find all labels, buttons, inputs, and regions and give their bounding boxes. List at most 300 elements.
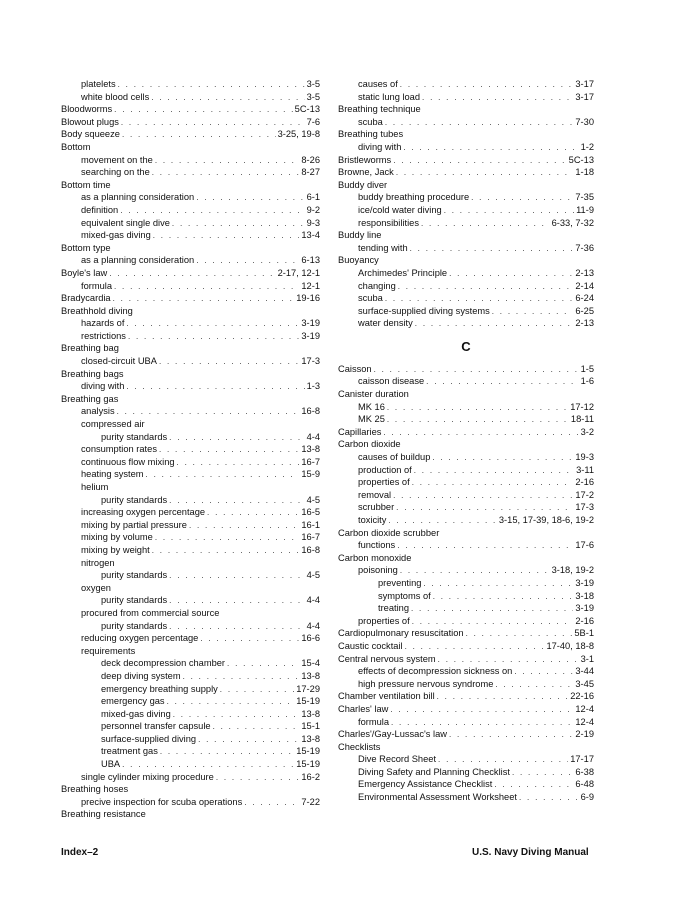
dot-leader <box>449 268 573 280</box>
index-term: Breathing hoses <box>61 784 129 795</box>
index-term: deck decompression chamber <box>101 658 226 669</box>
dot-leader <box>159 356 299 368</box>
index-term: diving with <box>358 141 402 152</box>
dot-leader <box>118 79 305 91</box>
page-reference: 5C-13 <box>568 154 594 165</box>
dot-leader <box>159 444 299 456</box>
index-entry <box>61 342 320 355</box>
index-term: UBA <box>101 759 121 770</box>
index-entry <box>61 745 320 758</box>
index-term: properties of <box>358 615 410 626</box>
page-reference: 7-22 <box>301 796 320 807</box>
index-entry <box>61 544 320 557</box>
index-term: mixed-gas diving <box>81 230 151 241</box>
dot-leader <box>438 754 568 766</box>
dot-leader <box>410 243 574 255</box>
dot-leader <box>411 603 573 615</box>
index-term: changing <box>358 280 396 291</box>
index-entry <box>338 615 594 628</box>
index-entry <box>61 330 320 343</box>
index-entry <box>338 363 594 376</box>
index-term: Buoyancy <box>338 255 379 266</box>
dot-leader <box>128 331 299 343</box>
index-section-c <box>338 363 594 804</box>
index-term: increasing oxygen percentage <box>81 507 206 518</box>
index-entry <box>338 716 594 729</box>
index-entry <box>61 456 320 469</box>
index-entry <box>338 665 594 678</box>
index-term: precive inspection for scuba operations <box>81 796 243 807</box>
page-reference: 2-14 <box>575 280 594 291</box>
section-letter-heading: C <box>461 338 471 354</box>
page-reference: 3-5 <box>306 91 320 102</box>
index-entry <box>61 494 320 507</box>
index-term: heating system <box>81 469 144 480</box>
index-term: purity standards <box>101 431 168 442</box>
page-reference: 13-4 <box>301 230 320 241</box>
page-reference: 2-17, 12-1 <box>277 267 320 278</box>
index-term: restrictions <box>81 330 126 341</box>
dot-leader <box>172 218 305 230</box>
index-entry <box>61 683 320 696</box>
index-term: treating <box>378 603 410 614</box>
dot-leader <box>396 502 573 514</box>
page-reference: 8-27 <box>301 167 320 178</box>
page-reference: 3-19 <box>301 330 320 341</box>
index-term: Bloodworms <box>61 104 113 115</box>
page-reference: 7-30 <box>575 116 594 127</box>
dot-leader <box>200 633 299 645</box>
dot-leader <box>396 167 574 179</box>
index-term: Boyle's law <box>61 267 108 278</box>
index-entry <box>338 388 594 401</box>
index-term: Buddy diver <box>338 179 388 190</box>
dot-leader <box>423 578 573 590</box>
index-entry <box>61 733 320 746</box>
index-term: as a planning consideration <box>81 192 195 203</box>
index-term: formula <box>81 280 113 291</box>
page-reference: 6-33, 7-32 <box>551 217 594 228</box>
page-reference: 16-7 <box>301 532 320 543</box>
page-reference: 17-6 <box>575 540 594 551</box>
index-entry <box>61 267 320 280</box>
page-reference: 4-5 <box>306 570 320 581</box>
index-entry <box>338 590 594 603</box>
dot-leader <box>169 495 304 507</box>
page-reference: 15-19 <box>296 696 320 707</box>
dot-leader <box>169 570 304 582</box>
index-term: Carbon monoxide <box>338 552 412 563</box>
page-reference: 1-6 <box>580 376 594 387</box>
index-entry <box>61 670 320 683</box>
index-entry <box>61 607 320 620</box>
index-term: Checklists <box>338 741 381 752</box>
dot-leader <box>122 129 276 141</box>
index-entry <box>338 476 594 489</box>
page-reference: 3-25, 19-8 <box>277 129 320 140</box>
index-entry <box>61 758 320 771</box>
index-term: Capillaries <box>338 426 382 437</box>
index-term: Breathing tubes <box>338 129 404 140</box>
index-entry <box>61 280 320 293</box>
page-reference: 6-9 <box>580 792 594 803</box>
page-reference: 6-48 <box>575 779 594 790</box>
index-term: procured from commercial source <box>81 607 220 618</box>
page-reference: 17-2 <box>575 489 594 500</box>
page-reference: 19-16 <box>296 293 320 304</box>
index-term: continuous flow mixing <box>81 456 175 467</box>
index-entry <box>61 620 320 633</box>
index-entry <box>61 582 320 595</box>
dot-leader <box>114 281 299 293</box>
index-term: white blood cells <box>81 91 150 102</box>
index-entry <box>61 368 320 381</box>
index-term: high pressure nervous syndrome <box>358 678 494 689</box>
page-reference: 16-8 <box>301 406 320 417</box>
index-entry <box>61 254 320 267</box>
page-reference: 2-16 <box>575 477 594 488</box>
index-entry <box>338 401 594 414</box>
index-term: Buddy line <box>338 230 382 241</box>
index-entry <box>338 254 594 267</box>
index-term: Blowout plugs <box>61 116 119 127</box>
index-entry <box>61 179 320 192</box>
dot-leader <box>383 427 578 439</box>
dot-leader <box>397 540 573 552</box>
index-entry <box>61 557 320 570</box>
dot-leader <box>421 218 550 230</box>
dot-leader <box>398 281 574 293</box>
dot-leader <box>169 595 304 607</box>
page-reference: 17-17 <box>570 754 594 765</box>
index-entry <box>338 627 594 640</box>
index-entry <box>338 451 594 464</box>
page-reference: 17-12 <box>570 401 594 412</box>
index-entry <box>338 766 594 779</box>
dot-leader <box>122 759 294 771</box>
dot-leader <box>426 376 578 388</box>
page-reference: 15-9 <box>301 469 320 480</box>
page-reference: 6-38 <box>575 766 594 777</box>
index-term: Bristleworms <box>338 154 392 165</box>
page-reference: 12-4 <box>575 703 594 714</box>
index-entry <box>61 405 320 418</box>
dot-leader <box>220 684 294 696</box>
dot-leader <box>155 532 300 544</box>
dot-leader <box>189 520 299 532</box>
page-reference: 3-19 <box>575 603 594 614</box>
index-entry <box>338 78 594 91</box>
page-reference: 15-19 <box>296 746 320 757</box>
index-term: preventing <box>378 577 422 588</box>
index-entry <box>61 708 320 721</box>
dot-leader <box>153 230 300 242</box>
index-term: Chamber ventilation bill <box>338 691 435 702</box>
page-reference: 15-4 <box>301 658 320 669</box>
dot-leader <box>393 155 566 167</box>
index-entry <box>338 217 594 230</box>
index-entry <box>61 166 320 179</box>
index-term: ice/cold water diving <box>358 204 442 215</box>
index-entry <box>61 393 320 406</box>
page-reference: 3-2 <box>580 426 594 437</box>
index-entry <box>61 771 320 784</box>
dot-leader <box>494 779 573 791</box>
page-reference: 12-1 <box>301 280 320 291</box>
index-entry <box>61 632 320 645</box>
page-reference: 3-18 <box>575 590 594 601</box>
index-entry <box>338 489 594 502</box>
index-term: mixing by volume <box>81 532 153 543</box>
index-term: consumption rates <box>81 444 157 455</box>
dot-leader <box>244 797 299 809</box>
dot-leader <box>374 364 579 376</box>
dot-leader <box>177 457 300 469</box>
index-entry <box>338 539 594 552</box>
index-entry <box>338 753 594 766</box>
index-term: formula <box>358 716 390 727</box>
index-term: Bottom <box>61 141 91 152</box>
dot-leader <box>196 192 304 204</box>
index-entry <box>338 280 594 293</box>
index-term: Carbon dioxide scrubber <box>338 527 440 538</box>
index-term: production of <box>358 464 412 475</box>
page-reference: 2-13 <box>575 318 594 329</box>
dot-leader <box>198 734 299 746</box>
index-entry <box>338 305 594 318</box>
index-entry <box>61 468 320 481</box>
index-entry <box>61 431 320 444</box>
index-entry <box>61 657 320 670</box>
index-entry <box>61 317 320 330</box>
dot-leader <box>390 704 573 716</box>
dot-leader <box>471 192 573 204</box>
dot-leader <box>432 452 573 464</box>
index-term: Cardiopulmonary resuscitation <box>338 628 464 639</box>
index-term: removal <box>358 489 392 500</box>
index-term: Caisson <box>338 363 372 374</box>
page-reference: 16-5 <box>301 507 320 518</box>
footer-page-number: Index–2 <box>61 847 99 858</box>
index-term: MK 25 <box>358 414 385 425</box>
page-reference: 16-1 <box>301 519 320 530</box>
index-entry <box>61 78 320 91</box>
index-term: Canister duration <box>338 389 409 400</box>
page-reference: 3-1 <box>580 653 594 664</box>
page-reference: 13-8 <box>301 733 320 744</box>
page-reference: 16-2 <box>301 771 320 782</box>
dot-leader <box>449 729 573 741</box>
index-term: Breathing gas <box>61 393 119 404</box>
dot-leader <box>126 381 304 393</box>
page-reference: 2-13 <box>575 267 594 278</box>
index-entry <box>338 191 594 204</box>
index-term: diving with <box>81 381 125 392</box>
dot-leader <box>400 79 574 91</box>
dot-leader <box>155 155 300 167</box>
index-term: properties of <box>358 477 410 488</box>
page-reference: 3-11 <box>576 464 594 475</box>
page-reference: 15-19 <box>296 759 320 770</box>
index-term: Breathing bag <box>61 343 119 354</box>
dot-leader <box>120 205 304 217</box>
index-term: Carbon dioxide <box>338 439 401 450</box>
dot-leader <box>412 616 574 628</box>
index-entry <box>338 128 594 141</box>
index-column-left <box>61 78 320 821</box>
dot-leader <box>422 92 573 104</box>
page-reference: 4-4 <box>306 595 320 606</box>
index-entry <box>61 292 320 305</box>
index-entry <box>338 267 594 280</box>
index-term: Bottom time <box>61 179 111 190</box>
index-entry <box>338 501 594 514</box>
page-reference: 15-1 <box>301 721 320 732</box>
page-reference: 13-8 <box>301 708 320 719</box>
page-reference: 6-24 <box>575 293 594 304</box>
dot-leader <box>183 671 300 683</box>
index-entry <box>338 678 594 691</box>
index-entry <box>338 438 594 451</box>
page-reference: 22-16 <box>570 691 594 702</box>
dot-leader <box>393 490 573 502</box>
index-entry <box>61 103 320 116</box>
index-term: static lung load <box>358 91 421 102</box>
index-entry <box>338 728 594 741</box>
index-term: causes of <box>358 79 398 89</box>
page-reference: 7-35 <box>575 192 594 203</box>
index-term: Breathing resistance <box>61 809 146 820</box>
page-reference: 19-3 <box>575 452 594 463</box>
index-entry <box>61 154 320 167</box>
index-term: platelets <box>81 79 116 89</box>
dot-leader <box>213 721 300 733</box>
index-entry <box>61 191 320 204</box>
page-reference: 3-19 <box>301 318 320 329</box>
index-term: effects of decompression sickness on <box>358 666 513 677</box>
index-term: emergency breathing supply <box>101 683 218 694</box>
index-entry <box>338 602 594 615</box>
index-entry <box>338 514 594 527</box>
index-entry <box>61 569 320 582</box>
index-entry <box>338 141 594 154</box>
index-term: Bradycardia <box>61 293 111 304</box>
dot-leader <box>152 167 300 179</box>
index-entry <box>61 418 320 431</box>
index-entry <box>338 242 594 255</box>
dot-leader <box>207 507 299 519</box>
index-entry <box>61 808 320 821</box>
dot-leader <box>387 402 568 414</box>
page-reference: 4-4 <box>306 431 320 442</box>
index-entry <box>338 690 594 703</box>
index-entry <box>61 531 320 544</box>
index-entry <box>61 783 320 796</box>
index-entry <box>338 640 594 653</box>
dot-leader <box>117 406 300 418</box>
index-entry <box>61 141 320 154</box>
index-term: MK 16 <box>358 401 385 412</box>
page-reference: 6-25 <box>575 305 594 316</box>
index-term: Environmental Assessment Worksheet <box>358 792 517 803</box>
dot-leader <box>403 142 578 154</box>
page-reference: 13-8 <box>301 670 320 681</box>
index-entry <box>338 653 594 666</box>
index-entry <box>338 179 594 192</box>
index-term: mixing by partial pressure <box>81 519 187 530</box>
index-term: purity standards <box>101 620 168 631</box>
index-term: hazards of <box>81 318 125 329</box>
index-entry <box>61 91 320 104</box>
dot-leader <box>519 792 579 804</box>
page-reference: 1-5 <box>580 363 594 374</box>
dot-leader <box>160 746 294 758</box>
index-entry <box>338 741 594 754</box>
dot-leader <box>412 477 574 489</box>
index-entry <box>338 552 594 565</box>
index-term: water density <box>358 318 413 329</box>
page-reference: 4-4 <box>306 620 320 631</box>
index-term: responsibilities <box>358 217 419 228</box>
index-entry <box>61 481 320 494</box>
dot-leader <box>114 104 293 116</box>
index-term: Charles'/Gay-Lussac's law <box>338 729 447 740</box>
dot-leader <box>512 767 573 779</box>
dot-leader <box>385 293 574 305</box>
index-entry <box>61 645 320 658</box>
index-term: Dive Record Sheet <box>358 754 437 765</box>
page-reference: 1-3 <box>306 381 320 392</box>
index-term: symptoms of <box>378 590 431 601</box>
page-reference: 7-6 <box>306 116 320 127</box>
page-reference: 5B-1 <box>574 628 594 639</box>
page-reference: 18-11 <box>570 414 594 425</box>
page-reference: 7-36 <box>575 242 594 253</box>
index-term: compressed air <box>81 419 145 430</box>
index-entry <box>338 91 594 104</box>
dot-leader <box>495 679 573 691</box>
dot-leader <box>167 696 295 708</box>
index-entry <box>61 506 320 519</box>
dot-leader <box>146 469 300 481</box>
index-entry <box>61 229 320 242</box>
index-entry <box>61 796 320 809</box>
page-reference: 17-3 <box>575 502 594 513</box>
index-entry <box>61 695 320 708</box>
dot-leader <box>466 628 573 640</box>
page-reference: 5C-13 <box>294 104 320 115</box>
page-reference: 11-9 <box>576 204 594 215</box>
page-reference: 1-18 <box>575 167 594 178</box>
page-reference: 4-5 <box>306 494 320 505</box>
footer-document-title: U.S. Navy Diving Manual <box>472 847 589 858</box>
page-reference: 9-2 <box>306 204 320 215</box>
dot-leader <box>113 293 295 305</box>
index-term: purity standards <box>101 494 168 505</box>
page-reference: 3-17 <box>575 79 594 89</box>
index-entry <box>338 229 594 242</box>
index-term: Breathhold diving <box>61 305 133 316</box>
page-reference: 13-8 <box>301 444 320 455</box>
index-term: definition <box>81 204 119 215</box>
page-reference: 9-3 <box>306 217 320 228</box>
page-reference: 3-19 <box>575 577 594 588</box>
dot-leader <box>216 772 300 784</box>
index-term: scuba <box>358 116 383 127</box>
index-term: deep diving system <box>101 670 181 681</box>
page-reference: 1-2 <box>580 141 594 152</box>
page-reference: 16-6 <box>301 633 320 644</box>
